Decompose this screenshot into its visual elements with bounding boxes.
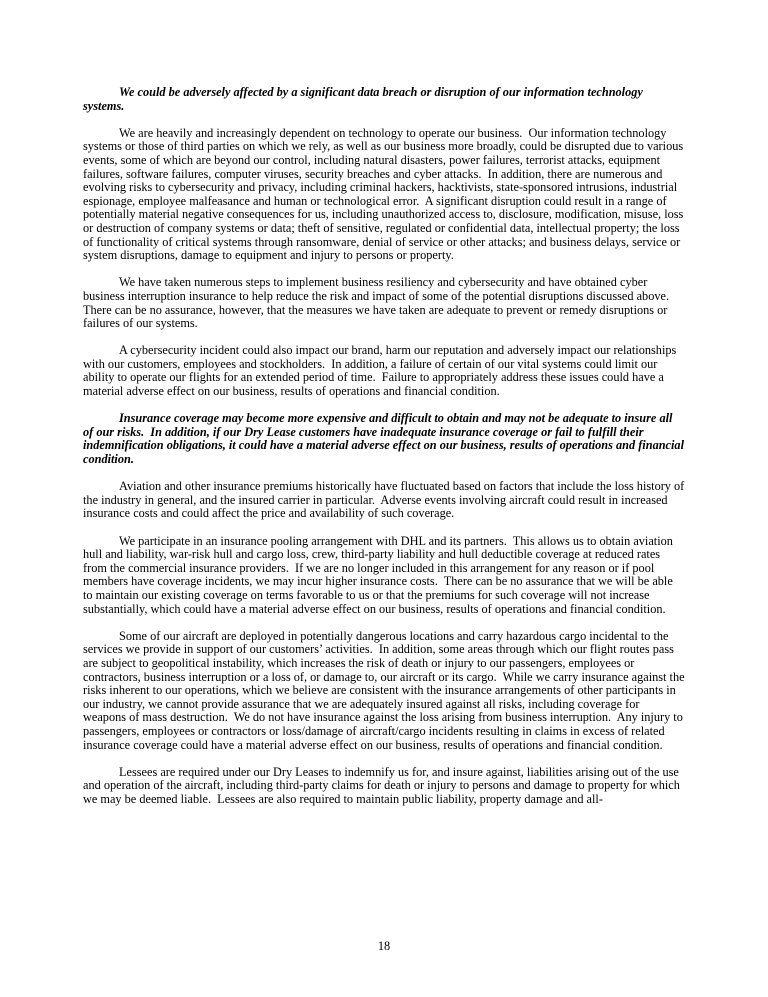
paragraph: Lessees are required under our Dry Leases to indemnify us for, and insure against, liabilities arising out of the use and operation of the aircraft, including third-party claims for death or injury to persons and damage to property for which we may be deemed liable. Lessees are also required to maintain public liability, property damage and all- xyxy=(83,764,683,806)
paragraph: A cybersecurity incident could also impact our brand, harm our reputation and adversely impact our relationships with our customers, employees and stockholders. In addition, a failure of certain of our vital systems could limit our ability to operate our flights for an extended period of time. Failure to appropriately address these issues could have a material adverse effect on our business, results of operations and financial condition. xyxy=(83,343,680,399)
page-number: 18 xyxy=(377,939,391,953)
paragraph: We participate in an insurance pooling arrangement with DHL and its partners. This allows us to obtain aviation hull and liability, war-risk hull and cargo loss, crew, third-party liability and hull deductible coverage at reduced rates from the commercial insurance providers. If we are no longer included in this arrangement for any reason or if pool members have coverage incidents, we may incur higher insurance costs. There can be no assurance that we will be able to maintain our existing coverage on terms favorable to us or that the premiums for such coverage will not increase substantially, which could have a material adverse effect on our business, results of operations and financial condition. xyxy=(83,533,677,616)
paragraph: We have taken numerous steps to implement business resiliency and cybersecurity and have obtained cyber business interruption insurance to help reduce the risk and impact of some of the potential disruptions discussed above. There can be no assurance, however, that the measures we have taken are adequate to prevent or remedy disruptions or failures of our systems. xyxy=(83,275,679,331)
paragraph: We are heavily and increasingly dependent on technology to operate our business. Our information technology systems or those of third parties on which we rely, as well as our business more broadly, could be disrupted due to various events, some of which are beyond our control, including natural disasters, power failures, terrorist attacks, equipment failures, software failures, computer viruses, security breaches and cyber attacks. In addition, there are numerous and evolving risks to cybersecurity and privacy, including criminal hackers, hacktivists, state-sponsored intrusions, industrial espionage, employee malfeasance and human or technological error. A significant disruption could result in a range of potentially material negative consequences for us, including unauthorized access to, disclosure, modification, misuse, loss or destruction of company systems or data; theft of sensitive, regulated or confidential data, intellectual property; the loss of functionality of critical systems through ransomware, denial of service or other attacks; and business delays, service or system disruptions, damage to equipment and injury to persons or property. xyxy=(83,125,687,263)
document-body xyxy=(83,85,688,820)
risk-factor-heading: We could be adversely affected by a significant data breach or disruption of our information technology systems. xyxy=(83,85,646,113)
risk-factor-heading: Insurance coverage may become more expensive and difficult to obtain and may not be adequate to insure all of our risks. In addition, if our Dry Lease customers have inadequate insurance coverage or fail to fulfill their indemnification obligations, it could have a material adverse effect on our business, results of operations and financial condition. xyxy=(83,411,688,467)
paragraph: Some of our aircraft are deployed in potentially dangerous locations and carry hazardous cargo incidental to the services we provide in support of our customers’ activities. In addition, some areas through which our flight routes pass are subject to geopolitical instability, which increases the risk of death or injury to our passengers, employees or contractors, business interruption or a loss of, or damage to, our aircraft or its cargo. While we carry insurance against the risks inherent to our operations, which we believe are consistent with the insurance arrangements of other participants in our industry, we cannot provide assurance that we are adequately insured against all risks, including coverage for weapons of mass destruction. We do not have insurance against the loss arising from business interruption. Any injury to passengers, employees or contractors or loss/damage of aircraft/cargo incidents resulting in claims in excess of related insurance coverage could have a material adverse effect on our business, results of operations and financial condition. xyxy=(83,628,688,752)
paragraph: Aviation and other insurance premiums historically have fluctuated based on factors that include the loss history of the industry in general, and the insured carrier in particular. Adverse events involving aircraft could result in increased insurance costs and could affect the price and availability of such coverage. xyxy=(83,479,688,521)
